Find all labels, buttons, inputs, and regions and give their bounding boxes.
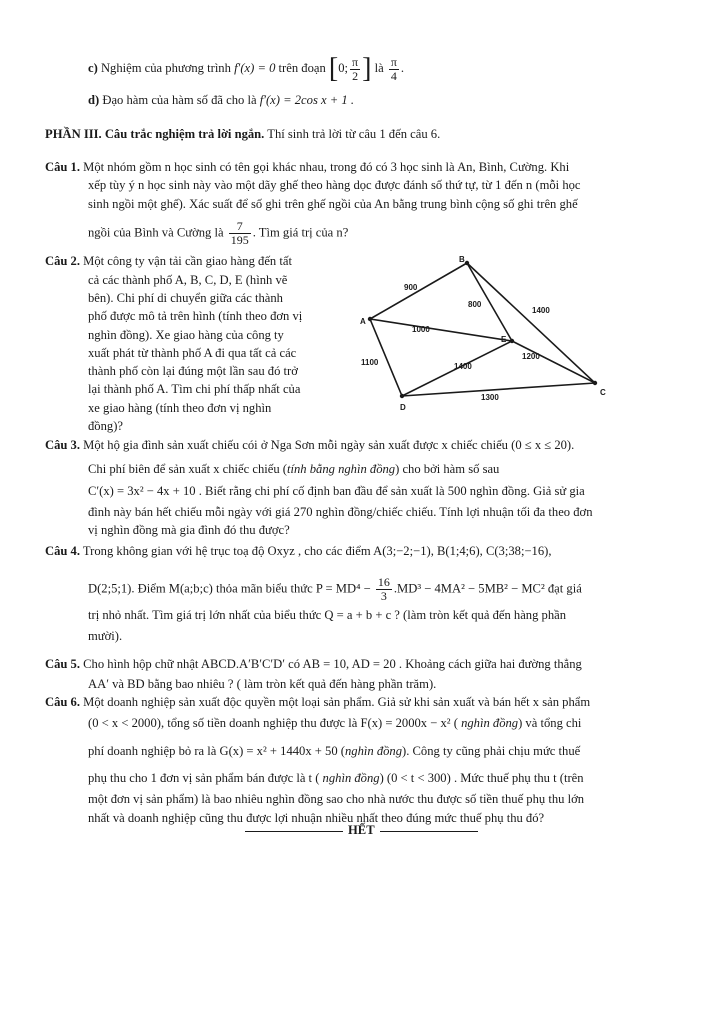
item-d-expr: f′(x) = 2cos x + 1 . — [259, 93, 354, 107]
q1-text-4a: ngồi của Bình và Cường là — [88, 225, 224, 240]
pi-numerator: π — [352, 54, 359, 69]
node-a-label: A — [360, 317, 366, 326]
section-3-heading — [45, 126, 440, 142]
end-left-rule — [245, 831, 343, 832]
q1-frac-den: 195 — [230, 233, 249, 247]
left-bracket: [ — [328, 53, 339, 84]
node-e-dot — [510, 339, 514, 343]
q6-text-3a: phí doanh nghiệp bỏ ra là G(x) = x² + 1440x + 50 ( — [88, 744, 345, 758]
q2-line-4: phố được mô tả trên hình (tính theo đơn vị — [88, 309, 303, 323]
q6-line-6: nhất và doanh nghiệp cũng thu được lợi nhuận nhiều nhất theo đúng mức thuế phụ thu đó? — [88, 811, 545, 825]
edge-ab — [370, 263, 467, 319]
q6-text-1: Một doanh nghiệp sản xuất độc quyền một loại sản phẩm. Giả sử khi sản xuất và bán hết x sản phẩm — [83, 695, 591, 709]
q6-text-4i: nghìn đồng — [319, 771, 380, 785]
q1-fraction — [229, 220, 251, 247]
item-c-pi-quarter — [389, 56, 399, 83]
q6-line-4 — [88, 770, 584, 786]
q6-text-3i: nghìn đồng — [344, 744, 403, 758]
q3-line-2 — [88, 461, 499, 477]
q6-text-4b: ) (0 < t < 300) . Mức thuế phụ thu t (trên — [379, 771, 584, 785]
q2-line-9: xe giao hàng (tính theo đơn vị nghìn — [88, 401, 272, 415]
q4-line-2 — [88, 576, 582, 603]
q2-line-5: nghìn đồng). Xe giao hàng của công ty — [88, 328, 284, 342]
q1-text-1: Một nhóm gồm n học sinh có tên gọi khác nhau, trong đó có 3 học sinh là An, Bình, Cường. Khi — [83, 160, 570, 174]
q3-text-1b: (0 ≤ x ≤ 20). — [511, 438, 575, 452]
q6-text-2i: nghìn đồng — [457, 716, 519, 730]
two-denominator: 2 — [352, 68, 359, 83]
edge-label-800: 800 — [468, 300, 482, 309]
q4-text-2b: .MD³ − 4MA² − 5MB² − MC² đạt giá — [393, 581, 582, 596]
node-d-dot — [400, 394, 404, 398]
edge-label-1200: 1200 — [522, 352, 540, 361]
pi-numerator-2: π — [390, 54, 397, 69]
node-e-label: E — [501, 335, 507, 344]
item-c-expr: f′(x) = 0 — [234, 60, 276, 75]
section-3-title: PHẦN III. Câu trắc nghiệm trả lời ngắn. — [45, 127, 265, 141]
node-b-label: B — [459, 255, 465, 264]
q3-line-3: C′(x) = 3x² − 4x + 10 . Biết rằng chi phí cố định ban đầu để sản xuất là 500 nghìn đồng. Giả sử gia — [88, 484, 585, 498]
section-3-instruction: Thí sinh trả lời từ câu 1 đến câu 6. — [267, 127, 441, 141]
q4-text-2a: D(2;5;1). Điểm M(a;b;c) thỏa mãn biểu thức P = MD⁴ − — [88, 581, 371, 596]
edge-label-1400-bc: 1400 — [532, 306, 550, 315]
q5-line-1 — [45, 656, 582, 672]
edge-label-1100: 1100 — [361, 358, 379, 367]
q4-label: Câu 4. — [45, 544, 80, 558]
q4-line-3: trị nhỏ nhất. Tìm giá trị lớn nhất của biểu thức Q = a + b + c ? (làm tròn kết quả đến hàng phần — [88, 608, 567, 622]
q6-line-3 — [88, 743, 580, 759]
q6-text-2b: ) và tổng chi — [518, 716, 582, 730]
q6-text-4a: phụ thu cho 1 đơn vị sản phẩm bán được là t ( — [88, 771, 320, 785]
q4-line-4: mười). — [88, 629, 123, 643]
edge-label-1300: 1300 — [481, 393, 499, 402]
edge-bc — [467, 263, 595, 383]
q2-label: Câu 2. — [45, 254, 80, 268]
item-c-label: c) — [88, 60, 98, 75]
item-d — [88, 92, 354, 108]
q1-line-1 — [45, 159, 569, 175]
edge-label-1400-de: 1400 — [454, 362, 472, 371]
q4-fraction — [376, 576, 392, 603]
q1-text-4b: . Tìm giá trị của n? — [252, 225, 349, 240]
q2-line-7: thành phố còn lại đúng một lần sau đó trở — [88, 364, 298, 378]
q5-label: Câu 5. — [45, 657, 80, 671]
end-label: HẾT — [348, 823, 375, 837]
q3-line-1 — [45, 437, 574, 453]
item-c-text-1: Nghiệm của phương trình — [100, 60, 231, 75]
q2-line-10: đồng)? — [88, 419, 123, 433]
item-d-text: Đạo hàm của hàm số đã cho là — [102, 93, 257, 107]
q3-text-2i: tính bằng nghìn đồng — [287, 462, 396, 476]
q2-line-8: lại thành phố A. Tìm chi phí thấp nhất của — [88, 382, 301, 396]
q2-line-2: cả các thành phố A, B, C, D, E (hình vẽ — [88, 273, 288, 287]
q3-line-4: đình này bán hết chiếu mỗi ngày với giá 270 nghìn đồng/chiếc chiếu. Tính lợi nhuận tối đa theo đơn — [88, 505, 593, 519]
item-c-text-2: trên đoạn — [278, 60, 326, 75]
item-c-text-3: là — [374, 60, 384, 75]
item-c-pi-half — [350, 56, 360, 83]
q2-line-1 — [45, 253, 292, 269]
q6-text-2a: (0 < x < 2000), tổng số tiền doanh nghiệp thu được là F(x) = 2000x − x² ( — [88, 716, 458, 730]
q6-line-1 — [45, 694, 590, 710]
item-c-interval-left: 0; — [338, 60, 349, 75]
q6-label: Câu 6. — [45, 695, 80, 709]
q2-text-0: Một công ty vận tải cần giao hàng đến tất — [83, 254, 292, 268]
city-graph-diagram — [352, 253, 622, 413]
q1-label: Câu 1. — [45, 160, 80, 174]
end-marker — [240, 822, 483, 838]
q2-line-6: xuất phát từ thành phố A đi qua tất cả các — [88, 346, 297, 360]
node-c-dot — [593, 381, 597, 385]
q1-line-2: xếp tùy ý n học sinh này vào một dãy ghế theo hàng dọc được đánh số thứ tự, từ 1 đến n (mỗi học — [88, 178, 581, 192]
q6-line-5: một đơn vị sản phẩm) là bao nhiêu nghìn đồng sao cho nhà nước thu được số tiền thuế phụ thu lớn — [88, 792, 585, 806]
node-b-dot — [465, 261, 469, 265]
edge-ae — [370, 319, 512, 341]
q1-line-4 — [88, 220, 348, 247]
q4-line-1 — [45, 543, 552, 559]
right-bracket: ] — [362, 53, 372, 84]
q3-label: Câu 3. — [45, 438, 80, 452]
q1-line-3: sinh ngồi một ghế). Xác suất để số ghi trên ghế ngồi của An bằng trung bình cộng số ghi trên ghế — [88, 197, 578, 211]
q3-text-2a: Chi phí biên để sản xuất x chiếc chiếu ( — [88, 462, 287, 476]
edge-label-900: 900 — [404, 283, 418, 292]
edge-label-1000: 1000 — [412, 325, 430, 334]
item-d-label: d) — [88, 93, 100, 107]
item-c: c) Nghiệm của phương trình f′(x) = 0 trên đoạn [0; $\frac{\pi}{2}$ ] là $\frac{\pi}{4}$ . — [88, 53, 405, 84]
q4-text-1: Trong không gian với hệ trục toạ độ Oxyz , cho các điểm A(3;−2;−1), B(1;4;6), C(3;38;−16), — [82, 544, 552, 558]
node-c-label: C — [600, 388, 606, 397]
four-denominator: 4 — [390, 68, 397, 83]
q6-text-3b: ). Công ty cũng phải chịu mức thuế — [402, 744, 581, 758]
node-a-dot — [368, 317, 372, 321]
edge-ec — [512, 341, 595, 383]
q1-frac-num: 7 — [229, 220, 251, 234]
end-right-rule — [380, 831, 478, 832]
q4-frac-den: 3 — [380, 589, 387, 603]
q3-line-5: vị nghìn đồng mà gia đình đó thu được? — [88, 523, 290, 537]
q6-line-2 — [88, 715, 581, 731]
q3-text-1a: Một hộ gia đình sản xuất chiếu cói ở Nga Sơn mỗi ngày sản xuất được x chiếc chiếu — [83, 438, 508, 452]
q5-text-1: Cho hình hộp chữ nhật ABCD.A′B′C′D′ có AB = 10, AD = 20 . Khoảng cách giữa hai đường thẳng — [83, 657, 582, 671]
q5-line-2: AA′ và BD bằng bao nhiêu ? ( làm tròn kết quả đến hàng phần trăm). — [88, 677, 437, 691]
q4-frac-num: 16 — [377, 575, 390, 589]
q2-line-3: bên). Chi phí di chuyển giữa các thành — [88, 291, 283, 305]
node-d-label: D — [400, 403, 406, 412]
q3-text-2b: ) cho bởi hàm số sau — [395, 462, 500, 476]
